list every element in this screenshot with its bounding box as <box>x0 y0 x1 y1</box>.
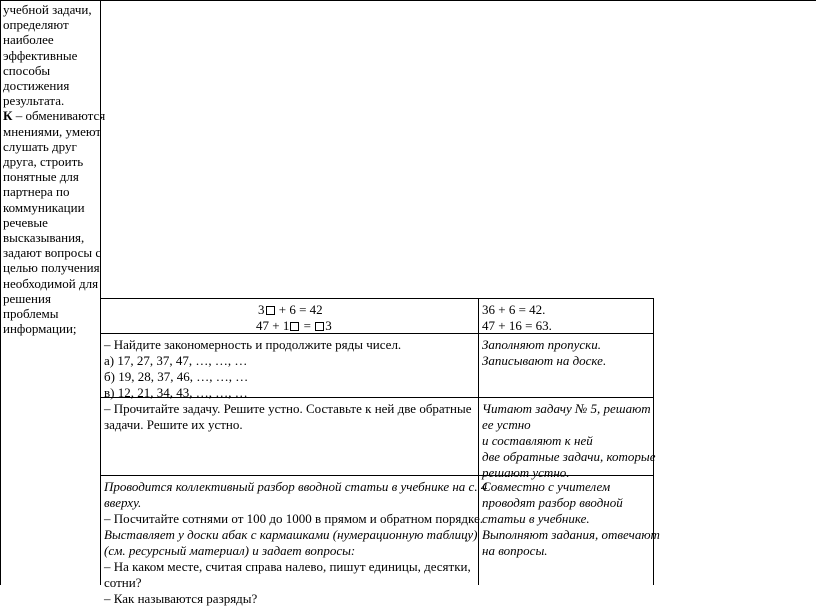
task-line: б) 19, 28, 37, 46, …, …, … <box>104 369 249 384</box>
task-line: сотни? <box>104 575 142 590</box>
equation-part: + 6 = 42 <box>275 302 323 317</box>
task-line: Проводится коллективный разбор вводной статьи в учебнике на с. 4 <box>104 479 488 494</box>
activity-line: проводят разбор вводной <box>482 495 623 510</box>
sequence-task <box>104 337 401 401</box>
article-student-activity <box>482 479 660 559</box>
problem-student-activity <box>482 401 656 481</box>
col1-line: необходимой для <box>3 275 99 291</box>
col1-line: достижения <box>3 78 70 94</box>
activity-line: Совместно с учителем <box>482 479 611 494</box>
task-line: – Прочитайте задачу. Решите устно. Составьте к ней две обратные <box>104 401 472 416</box>
blank-box <box>290 322 299 331</box>
answer-line: 47 + 16 = 63. <box>482 318 552 333</box>
col1-line: задают вопросы с <box>3 245 102 261</box>
col1-line: речевые <box>3 214 48 230</box>
col1-line: друга, строить <box>3 154 84 170</box>
competency-text <box>3 2 105 336</box>
task-line: – Посчитайте сотнями от 100 до 1000 в прямом и обратном порядке. <box>104 511 483 526</box>
equation-part: 3 <box>325 318 332 333</box>
table-top-border <box>0 0 816 1</box>
activity-line: ее устно <box>482 417 531 432</box>
k-letter: К <box>3 108 13 124</box>
activity-line: Заполняют пропуски. <box>482 337 601 352</box>
col1-line-k <box>3 108 105 123</box>
activity-line: статьи в учебнике. <box>482 511 590 526</box>
equation-part: = <box>300 318 315 333</box>
task-line: задачи. Решите их устно. <box>104 417 243 432</box>
col1-line: партнера по <box>3 184 70 200</box>
task-line: – Как называются разряды? <box>104 591 258 606</box>
col1-line: понятные для <box>3 169 79 185</box>
col1-line: решения <box>3 290 51 306</box>
problem-task <box>104 401 472 433</box>
table-left-border <box>0 0 1 585</box>
answer-line: 36 + 6 = 42. <box>482 302 546 317</box>
activity-line: Выполняют задания, отвечают <box>482 527 660 542</box>
equation-part: 3 <box>258 302 265 317</box>
task-line: (см. ресурсный материал) и задает вопросы: <box>104 543 356 558</box>
col1-line: мнениями, умеют <box>3 123 102 139</box>
col1-line: – обмениваются <box>15 108 106 124</box>
col1-line: высказывания, <box>3 230 85 246</box>
sequence-student-activity <box>482 337 606 369</box>
article-task <box>104 479 487 607</box>
task-line: вверху. <box>104 495 142 510</box>
activity-line: и составляют к ней <box>482 433 593 448</box>
col1-line: способы <box>3 62 51 78</box>
col1-line: учебной задачи, <box>3 2 92 17</box>
task-line: Выставляет у доски абак с кармашками (нумерационную таблицу) <box>104 527 478 542</box>
activity-line: решают устно. <box>482 465 570 480</box>
task-line: а) 17, 27, 37, 47, …, …, … <box>104 353 248 368</box>
col1-line: определяют <box>3 17 69 33</box>
col1-line: результата. <box>3 93 65 109</box>
col1-line: наиболее <box>3 32 54 48</box>
col1-line: информации; <box>3 321 77 337</box>
row1-top-border <box>100 298 654 299</box>
activity-line: на вопросы. <box>482 543 548 558</box>
activity-line: Записывают на доске. <box>482 353 607 368</box>
col1-line: целью получения <box>3 260 100 276</box>
row2-top-border <box>100 333 654 334</box>
blank-box <box>266 306 275 315</box>
task-line: – На каком месте, считая справа налево, пишут единицы, десятки, <box>104 559 471 574</box>
equation-2 <box>256 318 332 334</box>
col1-line: коммуникации <box>3 199 85 215</box>
equation-1 <box>258 302 323 318</box>
equation-answers <box>482 302 552 334</box>
col1-line: слушать друг <box>3 138 77 154</box>
task-line: – Найдите закономерность и продолжите ряды чисел. <box>104 337 402 352</box>
activity-line: Читают задачу № 5, решают <box>482 401 651 416</box>
activity-line: две обратные задачи, которые <box>482 449 656 464</box>
equation-part: 47 + 1 <box>256 318 290 333</box>
col1-line: эффективные <box>3 47 78 63</box>
task-line: в) 12, 21, 34, 43, …, …, … <box>104 385 248 400</box>
blank-box <box>315 322 324 331</box>
col1-line: проблемы <box>3 306 59 322</box>
